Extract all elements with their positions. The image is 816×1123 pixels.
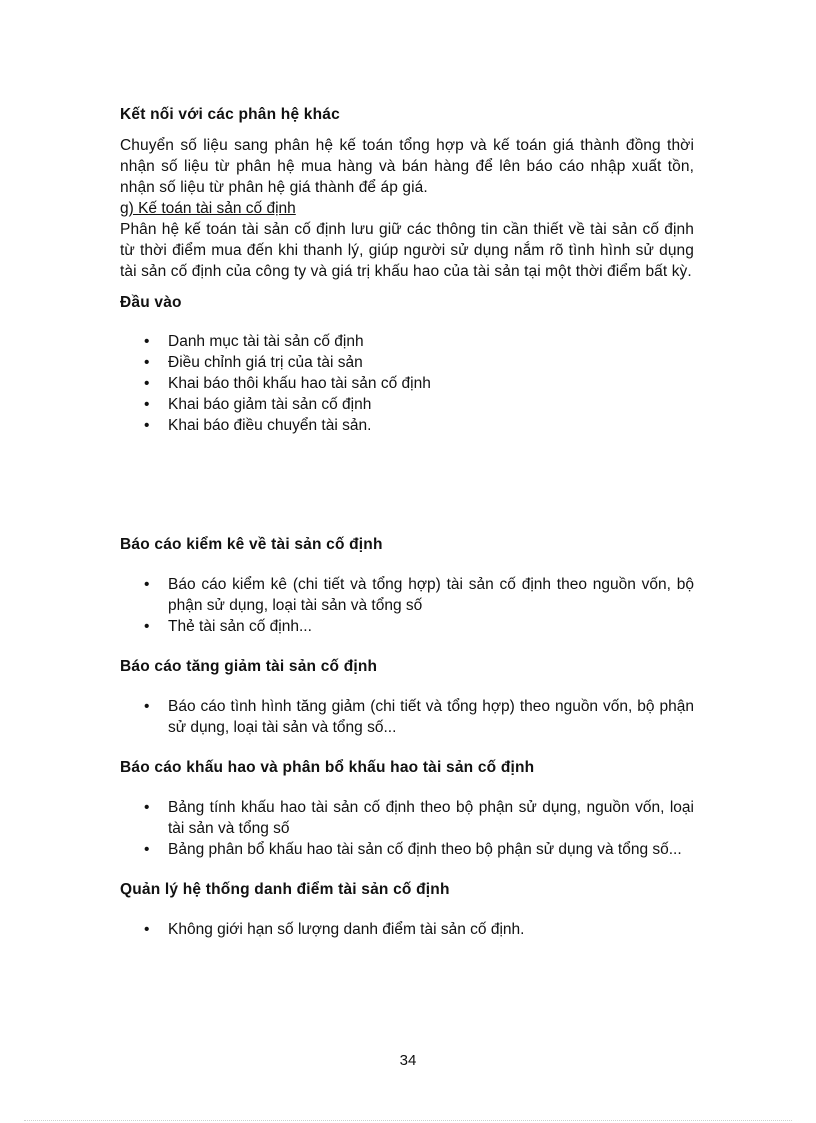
paragraph-connect-modules: Chuyển số liệu sang phân hệ kế toán tổng hợp và kế toán giá thành đồng thời nhận số liệu từ phân hệ mua hàng và bán hàng để lên báo cáo nhập xuất tồn, nhận số liệu từ phân hệ giá thành để áp giá.: [120, 137, 694, 196]
bullet-icon: •: [144, 921, 150, 938]
list-item: • Báo cáo kiểm kê (chi tiết và tổng hợp) tài sản cố định theo nguồn vốn, bộ phận sử dụng, loại tài sản và tổng số: [144, 576, 694, 614]
heading-connect-modules: Kết nối với các phân hệ khác: [120, 106, 340, 123]
bullet-icon: •: [144, 354, 150, 371]
list-item: • Khai báo điều chuyển tài sản.: [144, 417, 372, 434]
list-item: • Thẻ tài sản cố định...: [144, 618, 312, 635]
bullet-icon: •: [144, 333, 150, 350]
heading-depreciation-report: Báo cáo khấu hao và phân bổ khấu hao tài sản cố định: [120, 759, 535, 776]
bullet-icon: •: [144, 417, 150, 434]
paragraph-fixed-asset-accounting: Phân hệ kế toán tài sản cố định lưu giữ các thông tin cần thiết về tài sản cố định từ thời điểm mua đến khi thanh lý, giúp người sử dụng nắm rõ tình hình sử dụng tài sản cố định của công ty và giá trị khấu hao của tài sản tại một thời điểm bất kỳ.: [120, 221, 694, 280]
bullet-icon: •: [144, 841, 150, 858]
list-item: • Danh mục tài tài sản cố định: [144, 333, 364, 350]
bullet-icon: •: [144, 799, 150, 816]
page-number: 34: [399, 1052, 417, 1069]
subheading-fixed-asset-accounting: g) Kế toán tài sản cố định: [120, 200, 296, 217]
bullet-icon: •: [144, 698, 150, 715]
list-item: • Bảng tính khấu hao tài sản cố định theo bộ phận sử dụng, nguồn vốn, loại tài sản và tổng số: [144, 799, 694, 837]
bullet-icon: •: [144, 396, 150, 413]
page-content: [120, 104, 694, 940]
heading-inventory-report: Báo cáo kiểm kê về tài sản cố định: [120, 536, 383, 553]
bullet-icon: •: [144, 375, 150, 392]
footer-divider: [24, 1120, 792, 1121]
bullet-icon: •: [144, 618, 150, 635]
increase-decrease-report-list: [120, 696, 694, 738]
heading-catalog-management: Quản lý hệ thống danh điểm tài sản cố định: [120, 881, 450, 898]
depreciation-report-list: [120, 797, 694, 860]
list-item: • Khai báo giảm tài sản cố định: [144, 396, 372, 413]
bullet-icon: •: [144, 576, 150, 593]
inventory-report-list: [120, 574, 694, 637]
list-item: • Khai báo thôi khấu hao tài sản cố định: [144, 375, 431, 392]
list-item: • Bảng phân bổ khấu hao tài sản cố định theo bộ phận sử dụng và tổng số...: [144, 841, 682, 858]
heading-input: Đầu vào: [120, 294, 182, 311]
input-list: [120, 331, 694, 436]
heading-increase-decrease-report: Báo cáo tăng giảm tài sản cố định: [120, 658, 378, 675]
list-item: • Không giới hạn số lượng danh điểm tài sản cố định.: [144, 921, 525, 938]
catalog-management-list: [120, 919, 694, 940]
list-item: • Báo cáo tình hình tăng giảm (chi tiết và tổng hợp) theo nguồn vốn, bộ phận sử dụng, loại tài sản và tổng số...: [144, 698, 694, 736]
list-item: • Điều chỉnh giá trị của tài sản: [144, 354, 363, 371]
